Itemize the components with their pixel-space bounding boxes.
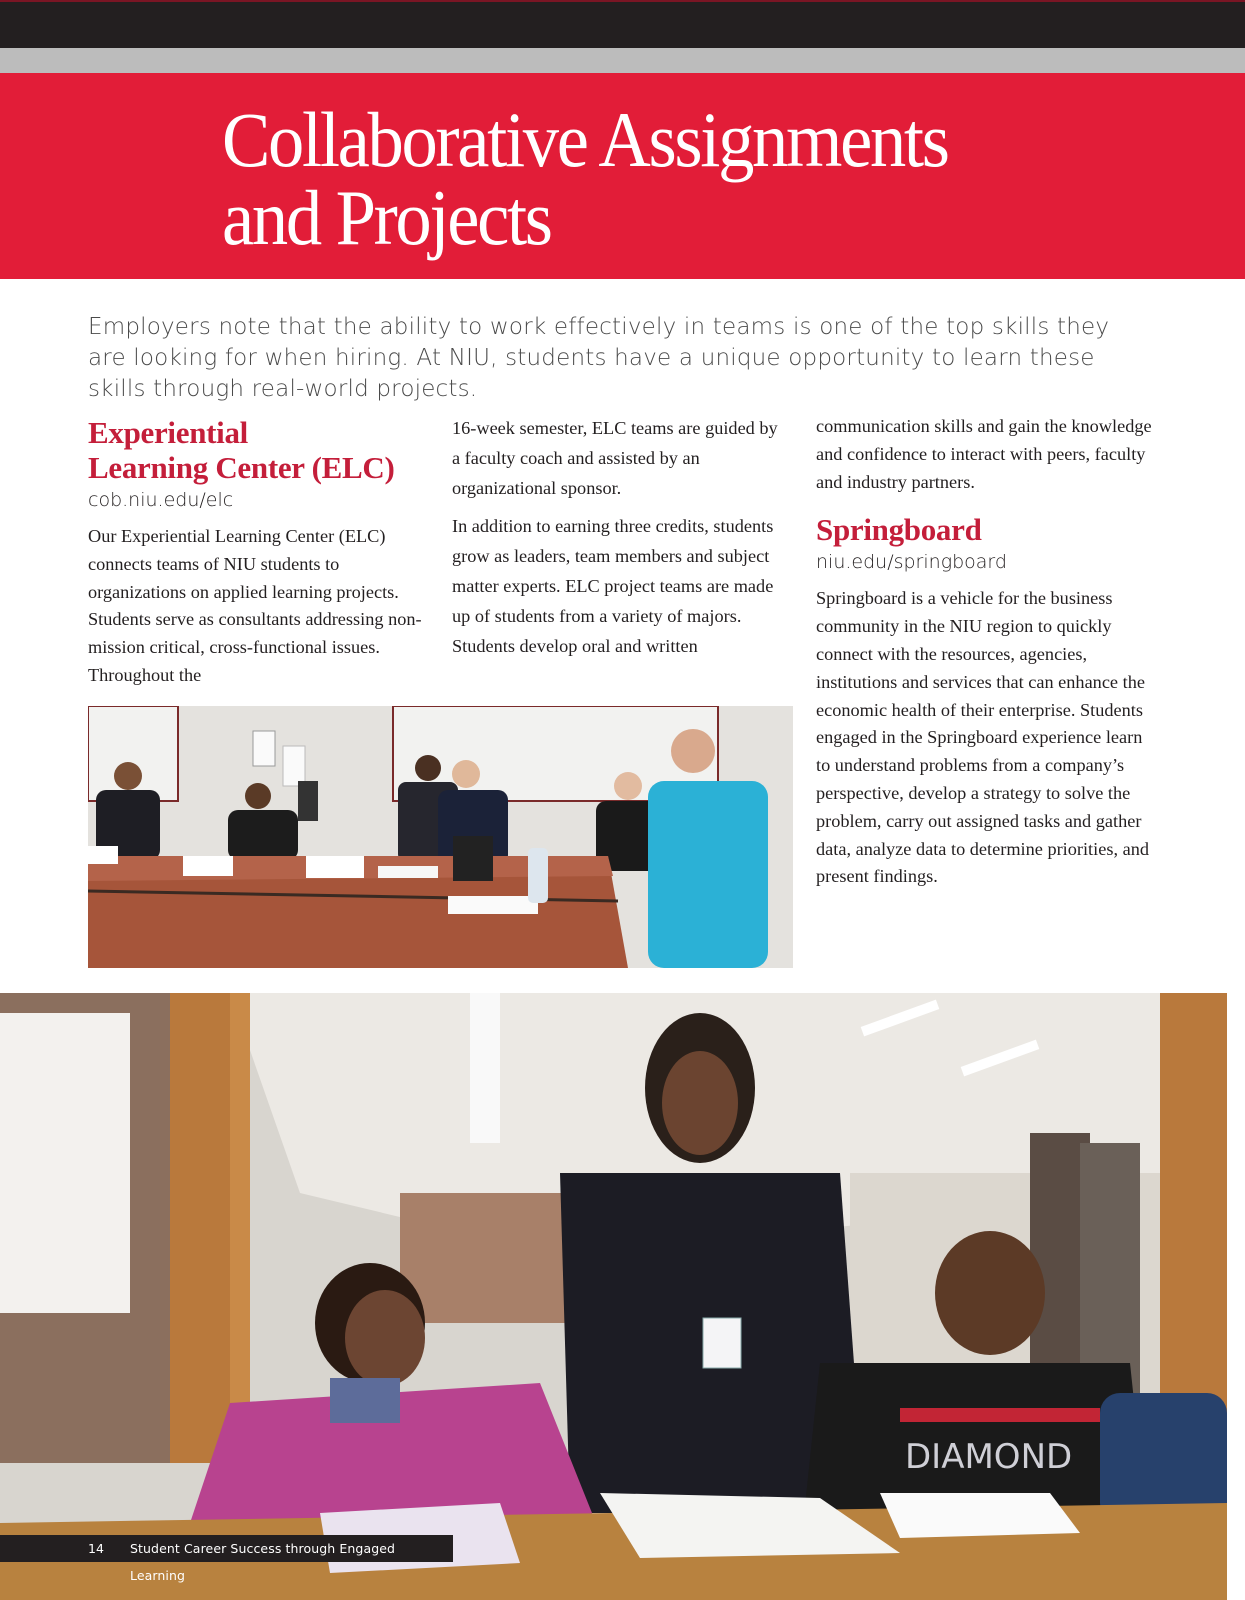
classroom-photo (0, 993, 1227, 1600)
page-title (222, 96, 948, 261)
elc-paragraph-1a: Our Experiential Learning Center (ELC) connects teams of NIU students to organizations on applied learning projects. Students serve as consultants addressing non-mission critical, cross-functional issues. Throughout the (88, 526, 422, 685)
meeting-photo-illustration (88, 706, 793, 968)
elc-heading-line-2: Learning Center (ELC) (88, 450, 395, 485)
classroom-photo-illustration (0, 993, 1227, 1600)
elc-heading (88, 415, 433, 485)
column-3 (816, 413, 1156, 891)
column-2 (452, 413, 782, 661)
title-line-2: and Projects (222, 174, 551, 261)
elc-url-link[interactable]: cob.niu.edu/elc (88, 489, 234, 511)
elc-heading-line-1: Experiential (88, 415, 248, 450)
elc-paragraph-2a: In addition to earning three credits, students grow as leaders, team members and subject matter experts. ELC project teams are made up of students from a variety of majors. Students develop oral and written (452, 516, 774, 656)
intro-paragraph: Employers note that the ability to work effectively in teams is one of the top skills they are looking for when hiring. At NIU, students have a unique opportunity to learn these skills through real-world projects. (88, 314, 1110, 402)
top-black-strip (0, 0, 1245, 48)
title-band (0, 73, 1245, 279)
elc-paragraph-1b: 16-week semester, ELC teams are guided by a faculty coach and assisted by an organizational sponsor. (452, 418, 778, 498)
top-gray-strip (0, 48, 1245, 73)
springboard-heading: Springboard (816, 512, 982, 548)
footer-bar (0, 1535, 453, 1583)
springboard-url-link[interactable]: niu.edu/springboard (816, 551, 1007, 574)
elc-paragraph-2b: communication skills and gain the knowledge and confidence to interact with peers, faculty and industry partners. (816, 416, 1152, 492)
shirt-text: DIAMOND (905, 1437, 1073, 1477)
springboard-paragraph: Springboard is a vehicle for the business community in the NIU region to quickly connect with the resources, agencies, institutions and services that can enhance the economic health of their enterprise. Students engaged in the Springboard experience learn to understand problems from a company’s perspective, develop a strategy to solve the problem, carry out assigned tasks and gather data, analyze data to determine priorities, and present findings. (816, 588, 1149, 887)
title-line-1: Collaborative Assignments (222, 96, 948, 183)
footer-text: Student Career Success through Engaged Learning (130, 1541, 396, 1583)
page-number: 14 (88, 1541, 104, 1556)
meeting-photo (88, 706, 793, 968)
column-1 (88, 415, 433, 690)
